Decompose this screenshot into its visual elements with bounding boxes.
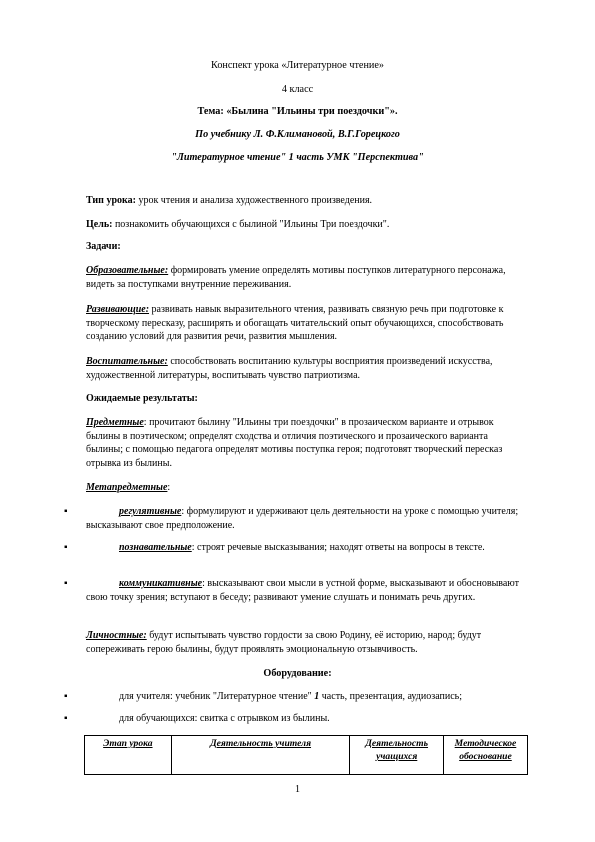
metasubject-item-text: : строят речевые высказывания; находят ответы на вопросы в тексте. xyxy=(191,542,485,553)
header-title: Конспект урока «Литературное чтение» xyxy=(211,60,384,71)
task-educational xyxy=(86,264,526,291)
lesson-type xyxy=(86,194,526,208)
result-personal-text: будут испытывать чувство гордости за свою Родину, её историю, народ; будут сопереживать герою былины, будут проявлять эмоциональную отзывчивость. xyxy=(86,630,482,655)
table-header-cell: Методическое обоснование xyxy=(443,736,527,775)
result-subject-text: : прочитают былину "Ильины три поездочки" в прозаическом варианте и отрывок былины в поэтическом; определят сходства и отличия поэтического и прозаического варианта былины; с помощью педагога определят мотивы поступка героя; подготовят творческий пересказ отрывка из былины. xyxy=(86,417,503,469)
results-heading: Ожидаемые результаты: xyxy=(86,393,198,404)
metasubject-heading xyxy=(86,481,526,495)
header-series: "Литературное чтение" 1 часть УМК "Перспектива" xyxy=(171,152,424,163)
equipment-item xyxy=(86,712,526,726)
equipment-item-pre: для учителя: учебник "Литературное чтение" xyxy=(119,691,315,702)
metasubject-item xyxy=(86,577,526,604)
metasubject-item-label: коммуникативные xyxy=(119,578,203,589)
result-personal xyxy=(86,629,526,656)
bullet-marker: ▪ xyxy=(64,506,68,517)
lesson-type-label: Тип урока: xyxy=(86,195,136,206)
table-header-row xyxy=(85,736,528,775)
metasubject-item-label: познавательные xyxy=(119,542,192,553)
result-subject-label: Предметные xyxy=(86,417,144,428)
equipment-item-post: часть, презентация, аудиозапись; xyxy=(319,691,462,702)
metasubject-label: Метапредметные xyxy=(86,482,168,493)
task-upbringing-label: Воспитательные: xyxy=(86,356,168,367)
bullet-marker: ▪ xyxy=(64,713,68,724)
bullet-marker: ▪ xyxy=(64,691,68,702)
lesson-goal-text: познакомить обучающихся с былиной "Ильины Три поездочки". xyxy=(112,219,390,230)
page-number: 1 xyxy=(295,784,300,795)
table-header-cell: Деятельность учащихся xyxy=(350,736,444,775)
bullet-marker: ▪ xyxy=(64,542,68,553)
task-educational-text: формировать умение определять мотивы поступков литературного персонажа, видеть за поступками внутренние переживания. xyxy=(86,265,506,290)
task-upbringing-text: способствовать воспитанию культуры восприятия произведений искусства, художественной литературы, воспитывать чувство патриотизма. xyxy=(86,356,493,381)
bullet-marker: ▪ xyxy=(64,578,68,589)
equipment-item-pre: для обучающихся: свитка с отрывком из былины. xyxy=(119,713,330,724)
task-developing-text: развивать навык выразительного чтения, развивать связную речь при подготовке к творческому пересказу, расширять и обогащать читательский опыт обучающихся, способствовать созданию условий для развития речи, развития мышления. xyxy=(86,304,504,343)
header-textbook: По учебнику Л. Ф.Климановой, В.Г.Горецкого xyxy=(195,129,400,140)
lesson-table xyxy=(84,735,528,775)
result-personal-label: Личностные: xyxy=(86,630,147,641)
task-developing xyxy=(86,303,526,344)
metasubject-item-text: : формулируют и удерживают цель деятельности на уроке с помощью учителя; высказывают свое предположение. xyxy=(86,506,519,531)
equipment-heading: Оборудование: xyxy=(263,668,332,679)
result-subject xyxy=(86,416,526,470)
metasubject-colon: : xyxy=(167,482,171,493)
lesson-goal xyxy=(86,218,526,232)
lesson-goal-label: Цель: xyxy=(86,219,113,230)
table-header-cell: Этап урока xyxy=(85,736,172,775)
lesson-type-text: урок чтения и анализа художественного произведения. xyxy=(135,195,373,206)
equipment-item xyxy=(86,690,526,704)
task-developing-label: Развивающие: xyxy=(86,304,150,315)
metasubject-item-label: регулятивные xyxy=(119,506,182,517)
metasubject-item-text: : высказывают свои мысли в устной форме, высказывают и обосновывают свою точку зрения; вступают в беседу; развивают умение слушать и понимать речь других. xyxy=(86,578,520,603)
header-topic: Тема: «Былина "Ильины три поездочки"». xyxy=(197,106,398,117)
equipment-item-em: 1 xyxy=(314,691,320,702)
table-header-cell: Деятельность учителя xyxy=(171,736,350,775)
header-grade: 4 класс xyxy=(281,84,314,95)
metasubject-item xyxy=(86,505,526,532)
metasubject-item xyxy=(86,541,526,555)
task-upbringing xyxy=(86,355,526,382)
tasks-heading: Задачи: xyxy=(86,241,121,252)
task-educational-label: Образовательные: xyxy=(86,265,169,276)
